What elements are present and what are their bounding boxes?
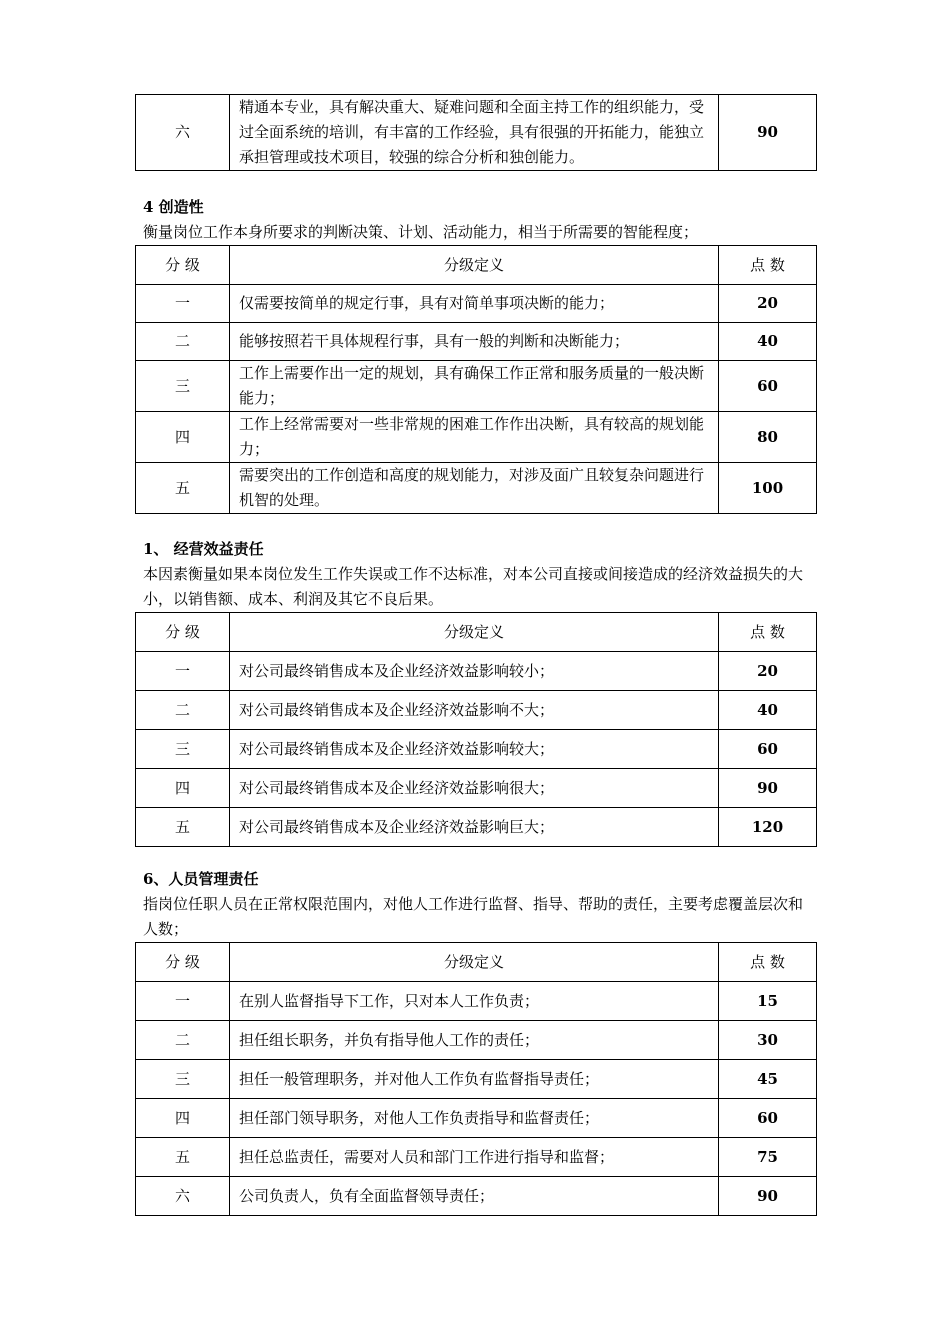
header-level: 分 级	[136, 943, 230, 982]
table-header-row	[136, 246, 817, 285]
continued-table	[135, 94, 817, 171]
table-row	[136, 463, 817, 514]
level-cell: 五	[136, 1138, 230, 1177]
table-row	[136, 1099, 817, 1138]
table-row	[136, 1177, 817, 1216]
definition-cell: 在别人监督指导下工作，只对本人工作负责；	[230, 982, 719, 1021]
level-cell: 四	[136, 769, 230, 808]
level-cell: 二	[136, 1021, 230, 1060]
level-cell: 二	[136, 323, 230, 361]
section-creativity-heading	[143, 195, 811, 245]
points-cell: 60	[719, 1099, 817, 1138]
section-title: 1、 经营效益责任	[143, 540, 264, 558]
section-personnel-heading	[143, 867, 811, 942]
definition-cell: 工作上需要作出一定的规划，具有确保工作正常和服务质量的一般决断能力；	[230, 361, 719, 412]
level-cell: 四	[136, 1099, 230, 1138]
points-cell: 60	[719, 730, 817, 769]
definition-cell: 对公司最终销售成本及企业经济效益影响较大；	[230, 730, 719, 769]
economic-table	[135, 612, 817, 847]
table-header-row	[136, 943, 817, 982]
table-row	[136, 730, 817, 769]
level-cell: 三	[136, 1060, 230, 1099]
points-cell: 20	[719, 285, 817, 323]
definition-cell: 对公司最终销售成本及企业经济效益影响巨大；	[230, 808, 719, 847]
points-cell: 40	[719, 691, 817, 730]
table-row	[136, 412, 817, 463]
definition-cell: 需要突出的工作创造和高度的规划能力，对涉及面广且较复杂问题进行机智的处理。	[230, 463, 719, 514]
table-row	[136, 323, 817, 361]
table-row	[136, 285, 817, 323]
definition-cell: 担任一般管理职务，并对他人工作负有监督指导责任；	[230, 1060, 719, 1099]
section-description: 本因素衡量如果本岗位发生工作失误或工作不达标准，对本公司直接或间接造成的经济效益损失的大小，以销售额、成本、利润及其它不良后果。	[143, 565, 804, 608]
definition-cell: 工作上经常需要对一些非常规的困难工作作出决断，具有较高的规划能力；	[230, 412, 719, 463]
table-row	[136, 982, 817, 1021]
definition-cell: 担任组长职务，并负有指导他人工作的责任；	[230, 1021, 719, 1060]
definition-cell: 能够按照若干具体规程行事，具有一般的判断和决断能力；	[230, 323, 719, 361]
definition-cell: 公司负责人，负有全面监督领导责任；	[230, 1177, 719, 1216]
header-definition: 分级定义	[230, 943, 719, 982]
definition-cell: 仅需要按简单的规定行事，具有对简单事项决断的能力；	[230, 285, 719, 323]
level-cell: 一	[136, 285, 230, 323]
points-cell: 20	[719, 652, 817, 691]
section-economic-heading	[143, 537, 811, 612]
section-title: 4 创造性	[143, 198, 204, 216]
table-row	[136, 1060, 817, 1099]
header-points: 点 数	[719, 246, 817, 285]
header-points: 点 数	[719, 943, 817, 982]
points-cell: 15	[719, 982, 817, 1021]
table-row	[136, 691, 817, 730]
header-definition: 分级定义	[230, 246, 719, 285]
points-cell: 90	[719, 95, 817, 171]
level-cell: 五	[136, 463, 230, 514]
header-definition: 分级定义	[230, 613, 719, 652]
table-row	[136, 1138, 817, 1177]
creativity-table	[135, 245, 817, 514]
definition-cell: 精通本专业，具有解决重大、疑难问题和全面主持工作的组织能力，受过全面系统的培训，有丰富的工作经验，具有很强的开拓能力，能独立承担管理或技术项目，较强的综合分析和独创能力。	[230, 95, 719, 171]
definition-cell: 对公司最终销售成本及企业经济效益影响不大；	[230, 691, 719, 730]
section-description: 指岗位任职人员在正常权限范围内，对他人工作进行监督、指导、帮助的责任，主要考虑覆盖层次和人数；	[143, 895, 804, 938]
table-row	[136, 652, 817, 691]
section-description: 衡量岗位工作本身所要求的判断决策、计划、活动能力，相当于所需要的智能程度；	[143, 223, 699, 241]
points-cell: 80	[719, 412, 817, 463]
definition-cell: 担任部门领导职务，对他人工作负责指导和监督责任；	[230, 1099, 719, 1138]
personnel-table	[135, 942, 817, 1216]
level-cell: 三	[136, 361, 230, 412]
table-header-row	[136, 613, 817, 652]
points-cell: 60	[719, 361, 817, 412]
header-level: 分 级	[136, 246, 230, 285]
points-cell: 90	[719, 1177, 817, 1216]
definition-cell: 担任总监责任，需要对人员和部门工作进行指导和监督；	[230, 1138, 719, 1177]
level-cell: 二	[136, 691, 230, 730]
header-level: 分 级	[136, 613, 230, 652]
points-cell: 100	[719, 463, 817, 514]
points-cell: 45	[719, 1060, 817, 1099]
points-cell: 75	[719, 1138, 817, 1177]
definition-cell: 对公司最终销售成本及企业经济效益影响很大；	[230, 769, 719, 808]
level-cell: 四	[136, 412, 230, 463]
points-cell: 40	[719, 323, 817, 361]
level-cell: 六	[136, 95, 230, 171]
table-row	[136, 769, 817, 808]
level-cell: 六	[136, 1177, 230, 1216]
table-row	[136, 808, 817, 847]
table-row	[136, 95, 817, 171]
level-cell: 一	[136, 652, 230, 691]
section-title: 6、人员管理责任	[143, 870, 259, 888]
table-row	[136, 361, 817, 412]
level-cell: 五	[136, 808, 230, 847]
points-cell: 90	[719, 769, 817, 808]
level-cell: 三	[136, 730, 230, 769]
table-row	[136, 1021, 817, 1060]
header-points: 点 数	[719, 613, 817, 652]
points-cell: 120	[719, 808, 817, 847]
level-cell: 一	[136, 982, 230, 1021]
points-cell: 30	[719, 1021, 817, 1060]
definition-cell: 对公司最终销售成本及企业经济效益影响较小；	[230, 652, 719, 691]
